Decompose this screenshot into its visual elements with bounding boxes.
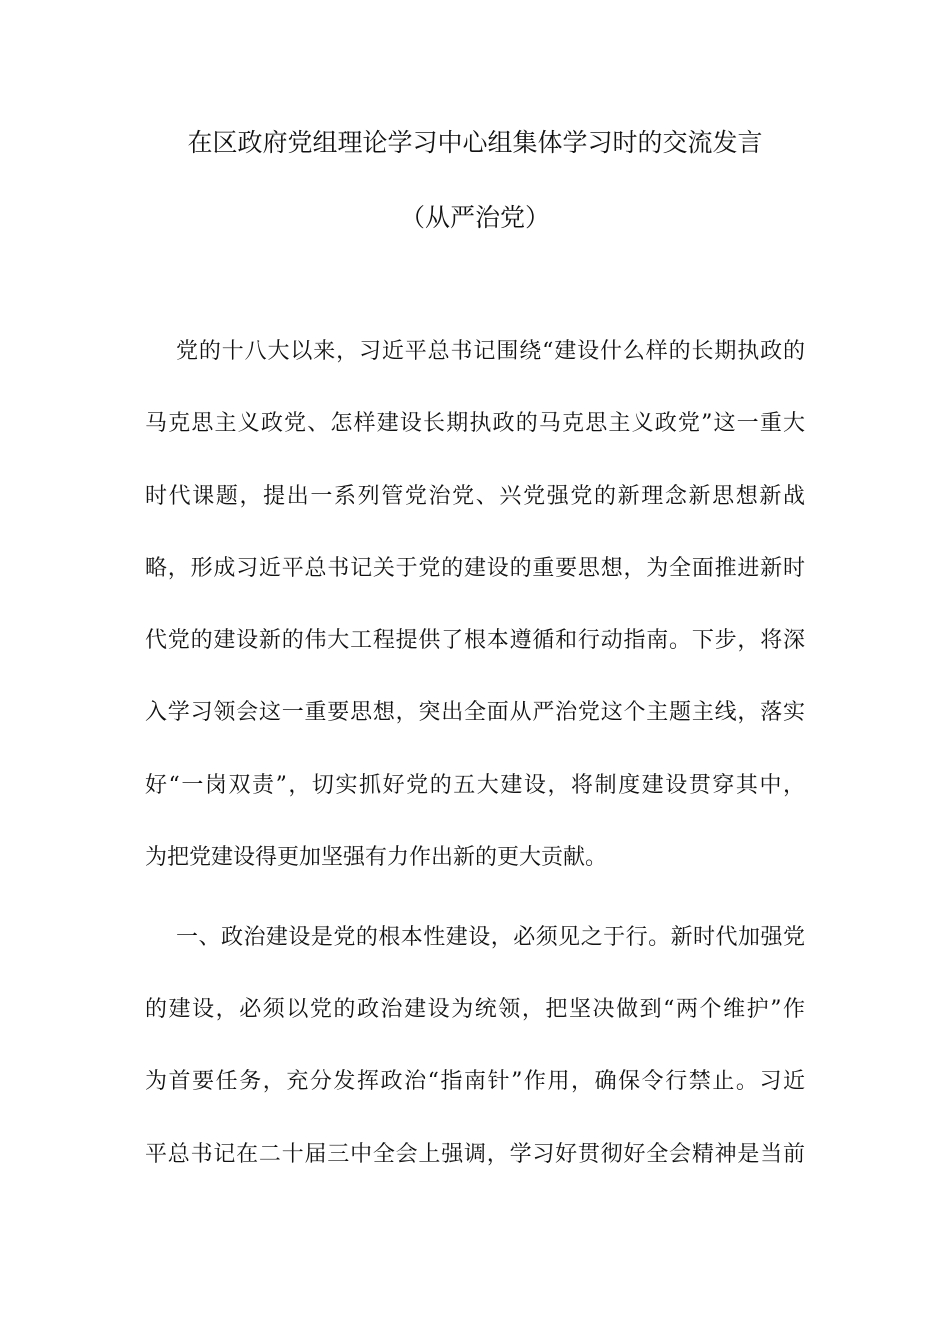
document-subtitle: （从严治党） <box>399 203 550 232</box>
text-line: 略，形成习近平总书记关于党的建设的重要思想，为全面推进新时 <box>145 556 805 581</box>
text-line: 好“一岗双责”，切实抓好党的五大建设，将制度建设贯穿其中， <box>145 773 805 798</box>
text-line: 入学习领会这一重要思想，突出全面从严治党这个主题主线，落实 <box>145 700 805 725</box>
text-line: 时代课题，提出一系列管党治党、兴党强党的新理念新思想新战 <box>145 484 805 509</box>
text-line: 党的十八大以来，习近平总书记围绕“建设什么样的长期执政的 <box>176 339 805 364</box>
text-line: 马克思主义政党、怎样建设长期执政的马克思主义政党”这一重大 <box>145 411 805 436</box>
text-line: 平总书记在二十届三中全会上强调，学习好贯彻好全会精神是当前 <box>145 1142 805 1167</box>
text-line: 代党的建设新的伟大工程提供了根本遵循和行动指南。下步，将深 <box>145 628 805 653</box>
text-line: 为首要任务，充分发挥政治“指南针”作用，确保令行禁止。习近 <box>145 1069 805 1094</box>
text-line: 为把党建设得更加坚强有力作出新的更大贡献。 <box>145 845 608 870</box>
text-line: 一、政治建设是党的根本性建设，必须见之于行。新时代加强党 <box>176 925 805 950</box>
document-title: 在区政府党组理论学习中心组集体学习时的交流发言 <box>187 128 763 157</box>
text-line: 的建设，必须以党的政治建设为统领，把坚决做到“两个维护”作 <box>145 997 805 1022</box>
